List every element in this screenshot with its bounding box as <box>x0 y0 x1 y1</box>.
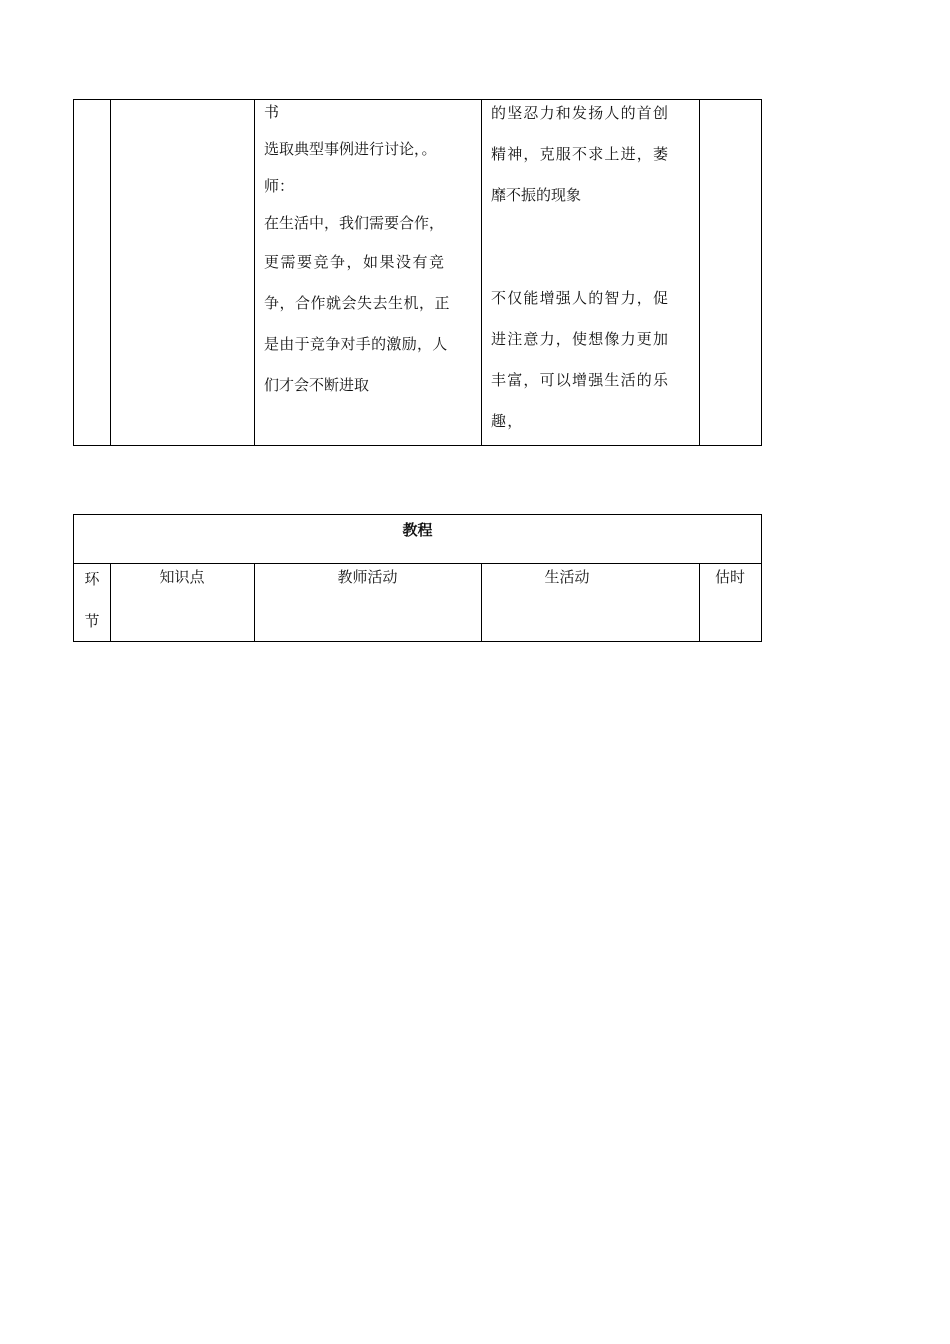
lesson-table-continued <box>73 99 762 446</box>
text-line: 争，合作就会失去生机，正 <box>264 294 451 312</box>
text-line: 丰富，可以增强生活的乐 <box>491 371 670 389</box>
table-title: 教程 <box>402 521 433 539</box>
header-knowledge: 知识点 <box>159 568 205 586</box>
text-line: 更需要竞争，如果没有竞 <box>264 253 446 271</box>
column-divider <box>254 100 255 445</box>
student-activity-cell <box>491 93 696 216</box>
header-teacher-activity: 教师活动 <box>337 568 398 586</box>
lesson-table-header <box>73 514 762 642</box>
text-line: 精神，克服不求上进，萎 <box>491 145 670 163</box>
text-line: 书 <box>264 103 280 121</box>
header-section <box>74 558 110 642</box>
text-line: 不仅能增强人的智力，促 <box>491 289 670 307</box>
text-line: 趣， <box>491 412 524 430</box>
text-line: 在生活中，我们需要合作， <box>264 214 445 232</box>
header-time-estimate: 估时 <box>714 568 745 586</box>
student-activity-cell-2 <box>491 278 696 442</box>
column-divider <box>110 100 111 445</box>
column-divider <box>481 100 482 445</box>
text-line: 的坚忍力和发扬人的首创 <box>491 104 670 122</box>
text-line: 进注意力，使想像力更加 <box>491 330 670 348</box>
column-divider <box>699 100 700 445</box>
text-line: 是由于竞争对手的激励，人 <box>264 335 448 353</box>
header-section-char: 环 <box>84 570 100 588</box>
teacher-activity-cell <box>264 94 479 406</box>
header-student-activity: 生活动 <box>544 568 590 586</box>
text-line: 选取典型事例进行讨论，。 <box>264 140 437 158</box>
text-line: 们才会不断进取 <box>264 376 370 394</box>
row-divider <box>74 563 761 564</box>
header-section-char: 节 <box>84 612 100 630</box>
text-line: 师： <box>264 177 295 195</box>
text-line: 靡不振的现象 <box>491 186 582 204</box>
